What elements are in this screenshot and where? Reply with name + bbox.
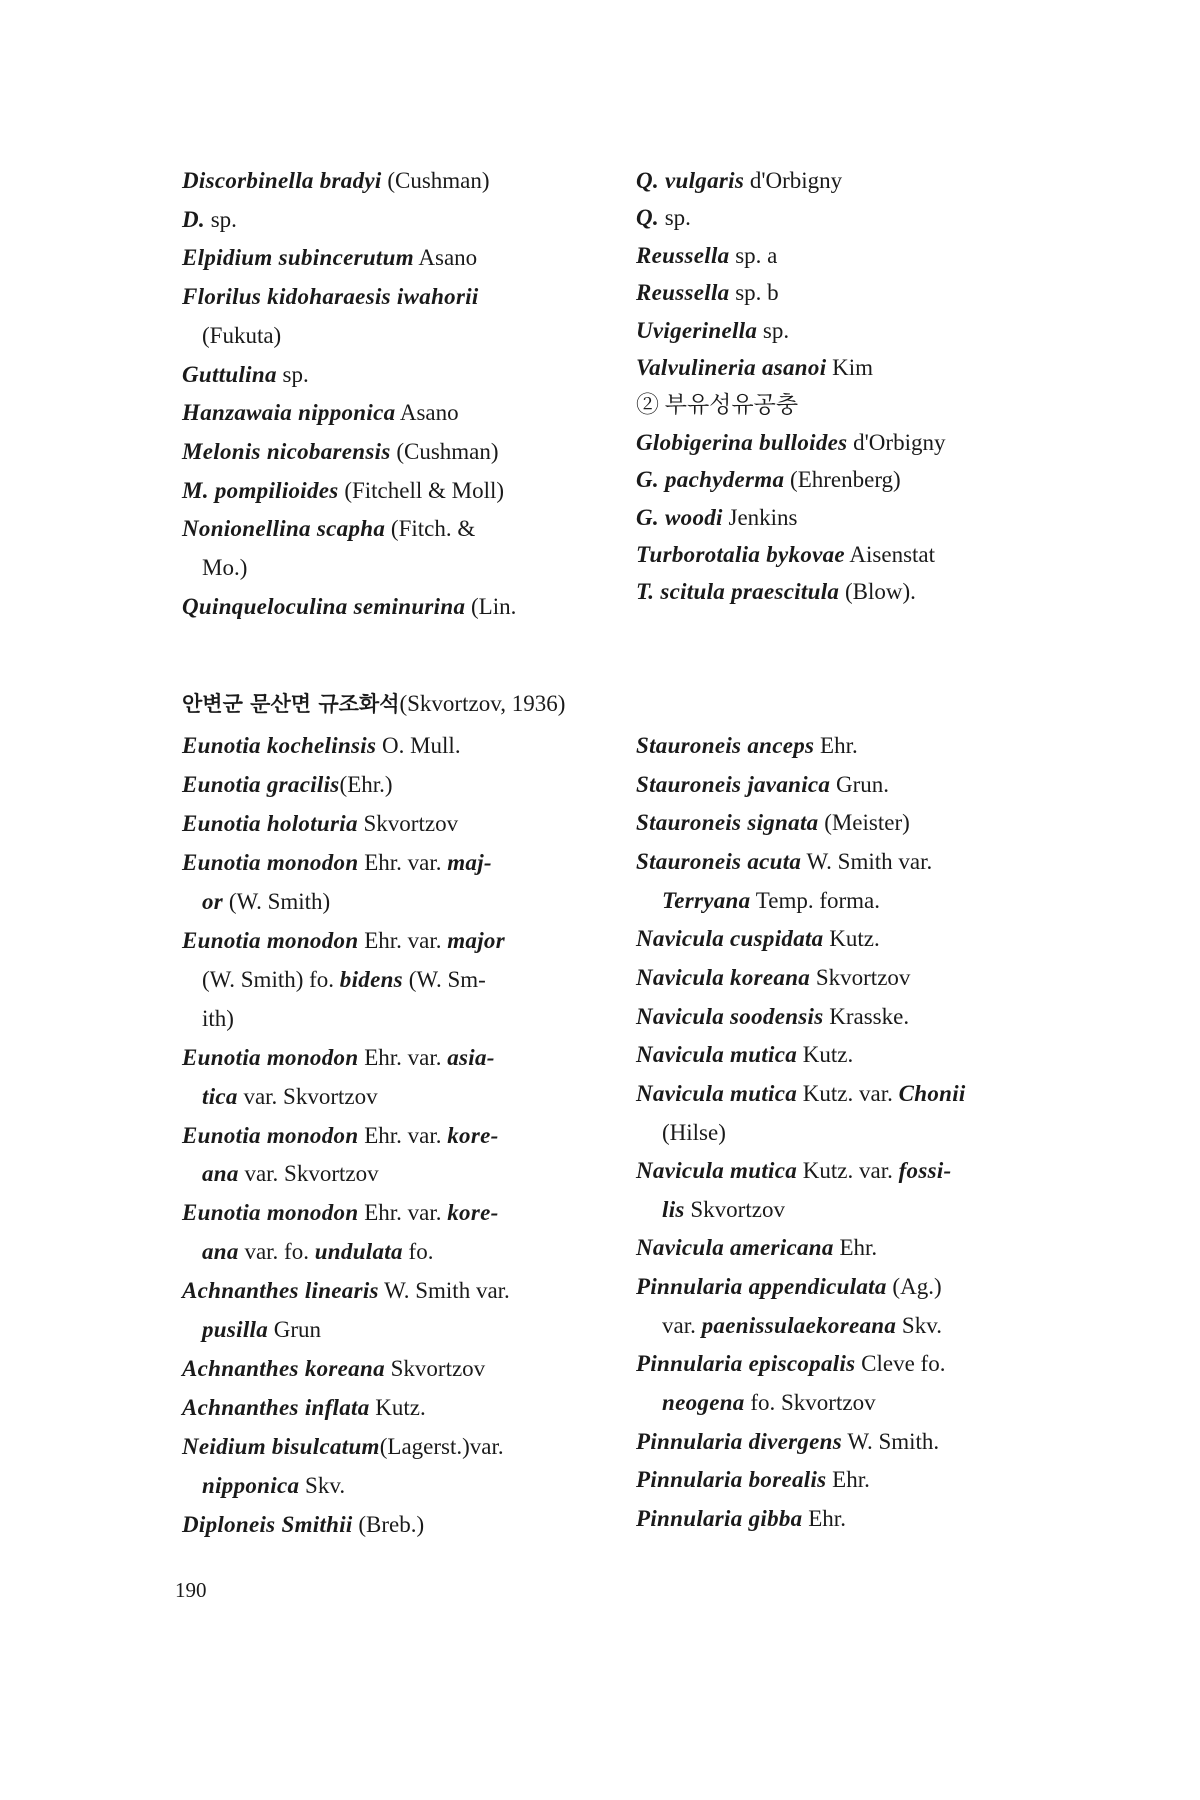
- taxon-name: Eunotia gracilis: [182, 771, 340, 797]
- taxon-name: Pinnularia episcopalis: [636, 1351, 856, 1377]
- species-entry-line: [202, 1004, 234, 1034]
- species-entry-line: [636, 1349, 945, 1379]
- taxon-name: Eunotia kochelinsis: [182, 733, 377, 758]
- taxon-name: G. woodi: [636, 504, 723, 530]
- authority-text: Asano: [413, 245, 478, 271]
- authority-text: Kutz.: [369, 1395, 426, 1421]
- species-entry-line: [662, 1118, 726, 1148]
- authority-text: Ehr.: [814, 733, 858, 758]
- species-entry-line: [202, 1159, 379, 1189]
- taxon-name: asia-: [447, 1044, 495, 1070]
- authority-text: O. Mull.: [376, 733, 461, 758]
- authority-text: sp. b: [729, 280, 779, 306]
- species-entry-line: [636, 428, 945, 458]
- authority-text: var. fo.: [238, 1239, 315, 1265]
- authority-text: var.: [662, 1312, 702, 1338]
- authority-text: (Ag.): [886, 1274, 942, 1300]
- authority-text: Skvortzov: [810, 964, 911, 990]
- authority-text: var. Skvortzov: [238, 1161, 379, 1187]
- taxon-name: Navicula mutica: [636, 1158, 798, 1184]
- taxon-name: Terryana: [662, 887, 751, 913]
- taxon-name: or: [202, 888, 224, 914]
- species-entry-line: [662, 886, 880, 916]
- species-entry-line: [636, 278, 779, 308]
- taxon-name: undulata: [314, 1239, 403, 1265]
- species-entry-line: [662, 1388, 876, 1418]
- species-entry-line: [182, 1510, 424, 1540]
- authority-text: ② 부유성유공충: [636, 392, 799, 418]
- species-entry-line: [636, 731, 858, 761]
- taxon-name: ana: [202, 1161, 239, 1187]
- species-entry-line: [202, 1471, 345, 1501]
- authority-text: Skv.: [299, 1473, 346, 1499]
- species-entry-line: [182, 1432, 504, 1462]
- authority-text: Ehr.: [833, 1235, 878, 1261]
- species-entry-line: [636, 1427, 939, 1457]
- page-number: 190: [175, 1578, 207, 1602]
- taxon-name: fossi-: [898, 1158, 952, 1184]
- species-entry-line: [636, 1272, 942, 1302]
- taxon-name: Achnanthes linearis: [182, 1278, 379, 1304]
- authority-text: Skvortzov: [357, 810, 459, 836]
- species-entry-line: [182, 731, 461, 761]
- taxon-name: Navicula cuspidata: [636, 926, 824, 952]
- taxon-name: Melonis nicobarensis: [182, 438, 391, 464]
- authority-text: fo. Skvortzov: [744, 1390, 876, 1416]
- species-entry-line: [202, 553, 247, 583]
- taxon-name: D.: [182, 206, 205, 232]
- species-entry-line: [182, 770, 393, 800]
- taxon-name: Eunotia monodon: [182, 927, 359, 953]
- authority-text: sp.: [658, 205, 691, 231]
- taxon-name: Stauroneis javanica: [636, 771, 831, 797]
- authority-text: (Fitchell & Moll): [338, 477, 505, 503]
- taxon-name: bidens: [339, 966, 403, 992]
- species-entry-line: [636, 166, 842, 196]
- authority-text: Kim: [826, 355, 874, 380]
- authority-text: Mo.): [202, 555, 248, 580]
- taxon-name: Eunotia holoturia: [182, 810, 358, 836]
- taxon-name: Uvigerinella: [636, 317, 758, 343]
- authority-text: Ehr.: [826, 1467, 870, 1493]
- species-entry-line: [182, 848, 492, 878]
- species-entry-line: [636, 203, 691, 233]
- species-entry-line: [182, 514, 475, 544]
- species-entry-line: [202, 965, 486, 995]
- authority-text: Ehr. var.: [358, 1122, 448, 1148]
- taxon-name: M. pompilioides: [182, 477, 339, 503]
- authority-text: sp.: [204, 206, 237, 232]
- taxon-name: paenissulaekoreana: [701, 1312, 897, 1338]
- taxon-name: tica: [202, 1083, 238, 1109]
- authority-text: W. Smith.: [842, 1428, 940, 1454]
- taxon-name: Q. vulgaris: [636, 168, 745, 193]
- taxon-name: Eunotia monodon: [182, 1200, 359, 1226]
- species-entry-line: [182, 437, 499, 467]
- authority-text: fo.: [402, 1239, 434, 1265]
- authority-text: W. Smith var.: [378, 1278, 510, 1304]
- taxon-name: maj-: [447, 849, 492, 875]
- species-entry-line: [182, 360, 309, 390]
- authority-text: Grun.: [830, 771, 889, 797]
- species-entry-line: [182, 243, 477, 273]
- species-entry-line: [182, 205, 237, 235]
- authority-text: var. Skvortzov: [237, 1083, 378, 1109]
- taxon-name: Achnanthes inflata: [182, 1395, 370, 1421]
- taxon-name: Hanzawaia nipponica: [182, 400, 396, 426]
- authority-text: Ehr. var.: [358, 927, 448, 953]
- species-entry-line: [636, 1156, 952, 1186]
- taxon-name: Diploneis Smithii: [182, 1512, 353, 1537]
- authority-text: Krasske.: [823, 1003, 910, 1029]
- species-entry-line: [636, 963, 910, 993]
- species-entry-line: [182, 1043, 495, 1073]
- taxon-name: Quinqueloculina seminurina: [182, 593, 466, 619]
- taxon-name: Turborotalia bykovae: [636, 542, 845, 567]
- species-entry-line: [662, 1195, 785, 1225]
- taxon-name: pusilla: [202, 1317, 269, 1343]
- authority-text: d'Orbigny: [847, 429, 946, 455]
- taxon-name: Guttulina: [182, 361, 277, 387]
- species-entry-line: [202, 887, 330, 917]
- species-entry-line: [182, 1198, 499, 1228]
- authority-text: (Ehr.): [339, 771, 393, 797]
- authority-text: (Blow).: [839, 579, 916, 605]
- taxon-name: Eunotia monodon: [182, 1122, 359, 1148]
- section-heading-korean: 안변군 문산면 규조화석: [182, 692, 400, 716]
- authority-text: Skvortzov: [384, 1356, 486, 1382]
- authority-text: Kutz.: [823, 926, 880, 952]
- taxon-name: Navicula mutica: [636, 1080, 798, 1106]
- authority-text: Ehr.: [802, 1506, 846, 1531]
- authority-text: (W. Sm-: [402, 966, 486, 992]
- taxon-name: Stauroneis anceps: [636, 733, 815, 758]
- species-entry-line: [636, 1002, 909, 1032]
- authority-text: Grun: [268, 1317, 322, 1343]
- section-heading-citation: (Skvortzov, 1936): [399, 691, 566, 716]
- taxon-name: ana: [202, 1239, 239, 1265]
- taxon-name: Navicula koreana: [636, 964, 811, 990]
- taxon-name: Navicula soodensis: [636, 1003, 824, 1029]
- taxon-name: T. scitula praescitula: [636, 579, 840, 605]
- species-entry-line: [182, 282, 479, 312]
- taxon-name: kore-: [447, 1200, 499, 1226]
- authority-text: Kutz.: [797, 1042, 854, 1068]
- authority-text: (Ehrenberg): [784, 467, 901, 493]
- authority-text: Temp. forma.: [750, 887, 880, 913]
- taxon-name: Globigerina bulloides: [636, 429, 848, 455]
- authority-text: (W. Smith) fo.: [202, 966, 340, 992]
- taxon-name: Stauroneis signata: [636, 810, 819, 836]
- authority-text: Cleve fo.: [855, 1351, 946, 1377]
- authority-text: (Hilse): [662, 1119, 726, 1145]
- taxon-name: Pinnularia appendiculata: [636, 1274, 887, 1300]
- authority-text: (Cushman): [390, 438, 499, 464]
- authority-text: Aisenstat: [844, 542, 936, 567]
- authority-text: (Cushman): [381, 168, 490, 193]
- taxon-name: Discorbinella bradyi: [182, 168, 382, 193]
- authority-text: (Fitch. &: [385, 516, 476, 542]
- taxon-name: neogena: [662, 1390, 745, 1416]
- species-entry-line: [662, 1311, 942, 1341]
- authority-text: (Fukuta): [202, 322, 282, 348]
- taxon-name: Pinnularia gibba: [636, 1506, 803, 1531]
- authority-text: (Breb.): [352, 1512, 425, 1537]
- species-entry-line: [636, 1504, 846, 1534]
- species-entry-line: [182, 592, 516, 622]
- authority-text: Skvortzov: [684, 1196, 785, 1222]
- authority-text: sp.: [757, 317, 790, 343]
- taxon-name: Valvulineria asanoi: [636, 355, 827, 380]
- species-entry-line: [182, 166, 490, 196]
- authority-text: Skv.: [896, 1312, 942, 1338]
- authority-text: (Lin.: [465, 593, 517, 619]
- species-entry-line: [636, 465, 901, 495]
- authority-text: Ehr. var.: [358, 1044, 448, 1070]
- species-entry-line: [636, 924, 880, 954]
- species-entry-line: [636, 353, 873, 383]
- species-entry-line: [636, 1040, 853, 1070]
- authority-text: Kutz. var.: [797, 1158, 899, 1184]
- species-entry-line: [182, 398, 459, 428]
- species-entry-line: [636, 503, 798, 533]
- species-entry-line: [636, 1079, 966, 1109]
- species-entry-line: [202, 1315, 321, 1345]
- taxon-name: Navicula americana: [636, 1235, 834, 1261]
- authority-text: sp.: [276, 361, 309, 387]
- authority-text: W. Smith var.: [801, 848, 933, 874]
- species-entry-line: [636, 577, 916, 607]
- authority-text: (Meister): [818, 810, 910, 836]
- authority-text: Ehr. var.: [358, 849, 448, 875]
- taxon-name: G. pachyderma: [636, 467, 785, 493]
- species-entry-line: [636, 808, 910, 838]
- species-entry-line: [202, 1082, 378, 1112]
- species-entry-line: [202, 321, 281, 351]
- taxon-name: Nonionellina scapha: [182, 516, 386, 542]
- taxon-name: kore-: [447, 1122, 499, 1148]
- authority-text: sp. a: [729, 242, 778, 268]
- species-entry-line: [636, 847, 932, 877]
- authority-text: Asano: [395, 400, 459, 426]
- species-entry-line: [182, 1393, 426, 1423]
- species-entry-line: [182, 1354, 485, 1384]
- taxon-name: Stauroneis acuta: [636, 848, 802, 874]
- species-entry-line: [636, 316, 789, 346]
- authority-text: (W. Smith): [223, 888, 331, 914]
- authority-text: Jenkins: [722, 504, 798, 530]
- taxon-name: Florilus kidoharaesis iwahorii: [182, 284, 479, 310]
- taxon-name: Pinnularia divergens: [636, 1428, 843, 1454]
- authority-text: d'Orbigny: [744, 168, 843, 193]
- taxon-name: Chonii: [898, 1080, 966, 1106]
- taxon-name: Reussella: [636, 242, 730, 268]
- authority-text: ith): [202, 1005, 234, 1031]
- taxon-name: Reussella: [636, 280, 730, 306]
- taxon-name: nipponica: [202, 1473, 300, 1499]
- authority-text: Ehr. var.: [358, 1200, 448, 1226]
- section-heading: [182, 689, 565, 719]
- species-entry-line: [182, 809, 458, 839]
- taxon-name: Eunotia monodon: [182, 1044, 359, 1070]
- species-entry-line: [636, 540, 935, 570]
- species-entry-line: [182, 926, 505, 956]
- taxon-name: Elpidium subincerutum: [182, 245, 414, 271]
- species-entry-line: [636, 770, 889, 800]
- species-entry-line: [636, 390, 798, 420]
- species-entry-line: [636, 1465, 870, 1495]
- authority-text: (Lagerst.)var.: [379, 1434, 504, 1460]
- species-entry-line: [182, 476, 504, 506]
- species-entry-line: [202, 1237, 433, 1267]
- species-entry-line: [636, 1233, 877, 1263]
- species-entry-line: [182, 1121, 499, 1151]
- taxon-name: Q.: [636, 205, 659, 231]
- taxon-name: lis: [662, 1196, 685, 1222]
- species-entry-line: [636, 241, 777, 271]
- taxon-name: Navicula mutica: [636, 1042, 798, 1068]
- taxon-name: major: [447, 927, 505, 953]
- species-entry-line: [182, 1276, 510, 1306]
- authority-text: Kutz. var.: [797, 1080, 899, 1106]
- taxon-name: Achnanthes koreana: [182, 1356, 385, 1382]
- taxon-name: Pinnularia borealis: [636, 1467, 827, 1493]
- taxon-name: Neidium bisulcatum: [182, 1434, 380, 1460]
- taxon-name: Eunotia monodon: [182, 849, 359, 875]
